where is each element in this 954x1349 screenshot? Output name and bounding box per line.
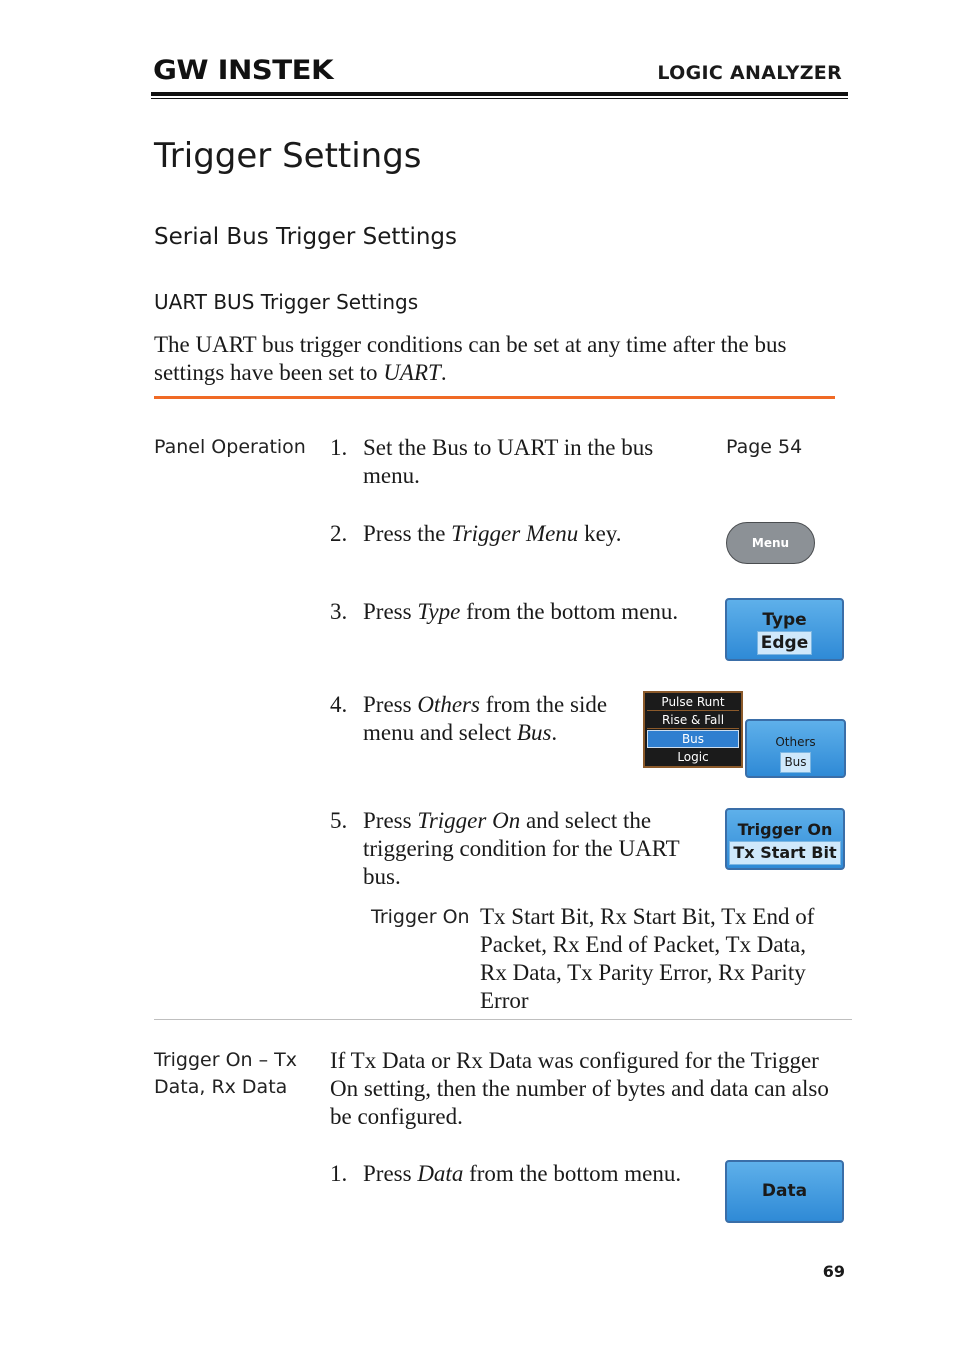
page-reference: Page 54 <box>726 436 803 458</box>
page-title: Trigger Settings <box>154 136 422 176</box>
section-title: Serial Bus Trigger Settings <box>154 224 458 250</box>
step-3: 3. Press Type from the bottom menu. <box>330 599 679 624</box>
data-button[interactable]: Data <box>725 1160 844 1223</box>
trigger-on-options: Tx Start Bit, Rx Start Bit, Tx End of Packet, Rx End of Packet, Tx Data, Rx Data, Tx Parity Error, Rx Parity Error <box>480 904 815 1013</box>
step-2: 2. Press the Trigger Menu key. <box>330 521 622 546</box>
trigger-menu-key[interactable]: Menu <box>726 522 815 564</box>
type-edge-button[interactable]: Type Edge <box>725 598 844 661</box>
side-menu-item-rise-fall[interactable]: Rise & Fall <box>647 712 739 729</box>
tx-rx-data-label: Trigger On – Tx Data, Rx Data <box>154 1049 297 1098</box>
section-label: LOGIC ANALYZER <box>657 62 842 84</box>
subsection-title: UART BUS Trigger Settings <box>154 290 419 314</box>
step-1: 1. Set the Bus to UART in the bus menu. <box>330 435 654 488</box>
trigger-on-button[interactable]: Trigger On Tx Start Bit <box>725 808 845 870</box>
others-bus-button[interactable]: Others Bus <box>745 719 846 778</box>
panel-operation-label: Panel Operation <box>154 436 306 458</box>
step-4: 4. Press Others from the side menu and select Bus. <box>330 692 608 745</box>
section-divider <box>154 1019 852 1020</box>
gw-instek-logo: GW INSTEK <box>153 55 334 86</box>
step-5: 5. Press Trigger On and select the triggering condition for the UART bus. <box>330 808 680 889</box>
side-menu-item-logic[interactable]: Logic <box>677 750 709 764</box>
side-menu-item-pulse-runt[interactable]: Pulse Runt <box>647 694 739 711</box>
trigger-type-side-menu <box>643 691 743 768</box>
tx-rx-data-paragraph: If Tx Data or Rx Data was configured for the Trigger On setting, then the number of bytes and data can also be configured. <box>330 1048 829 1129</box>
data-step-1: 1. Press Data from the bottom menu. <box>330 1161 682 1186</box>
intro-paragraph: The UART bus trigger conditions can be set at any time after the bus settings have been set to UART. <box>154 332 787 385</box>
side-menu-item-bus[interactable]: Bus <box>647 730 739 748</box>
header-rule-thin <box>151 98 848 99</box>
header-rule <box>151 92 848 96</box>
orange-divider <box>154 396 835 399</box>
page-number: 69 <box>822 1262 845 1281</box>
trigger-on-label: Trigger On <box>371 906 470 928</box>
